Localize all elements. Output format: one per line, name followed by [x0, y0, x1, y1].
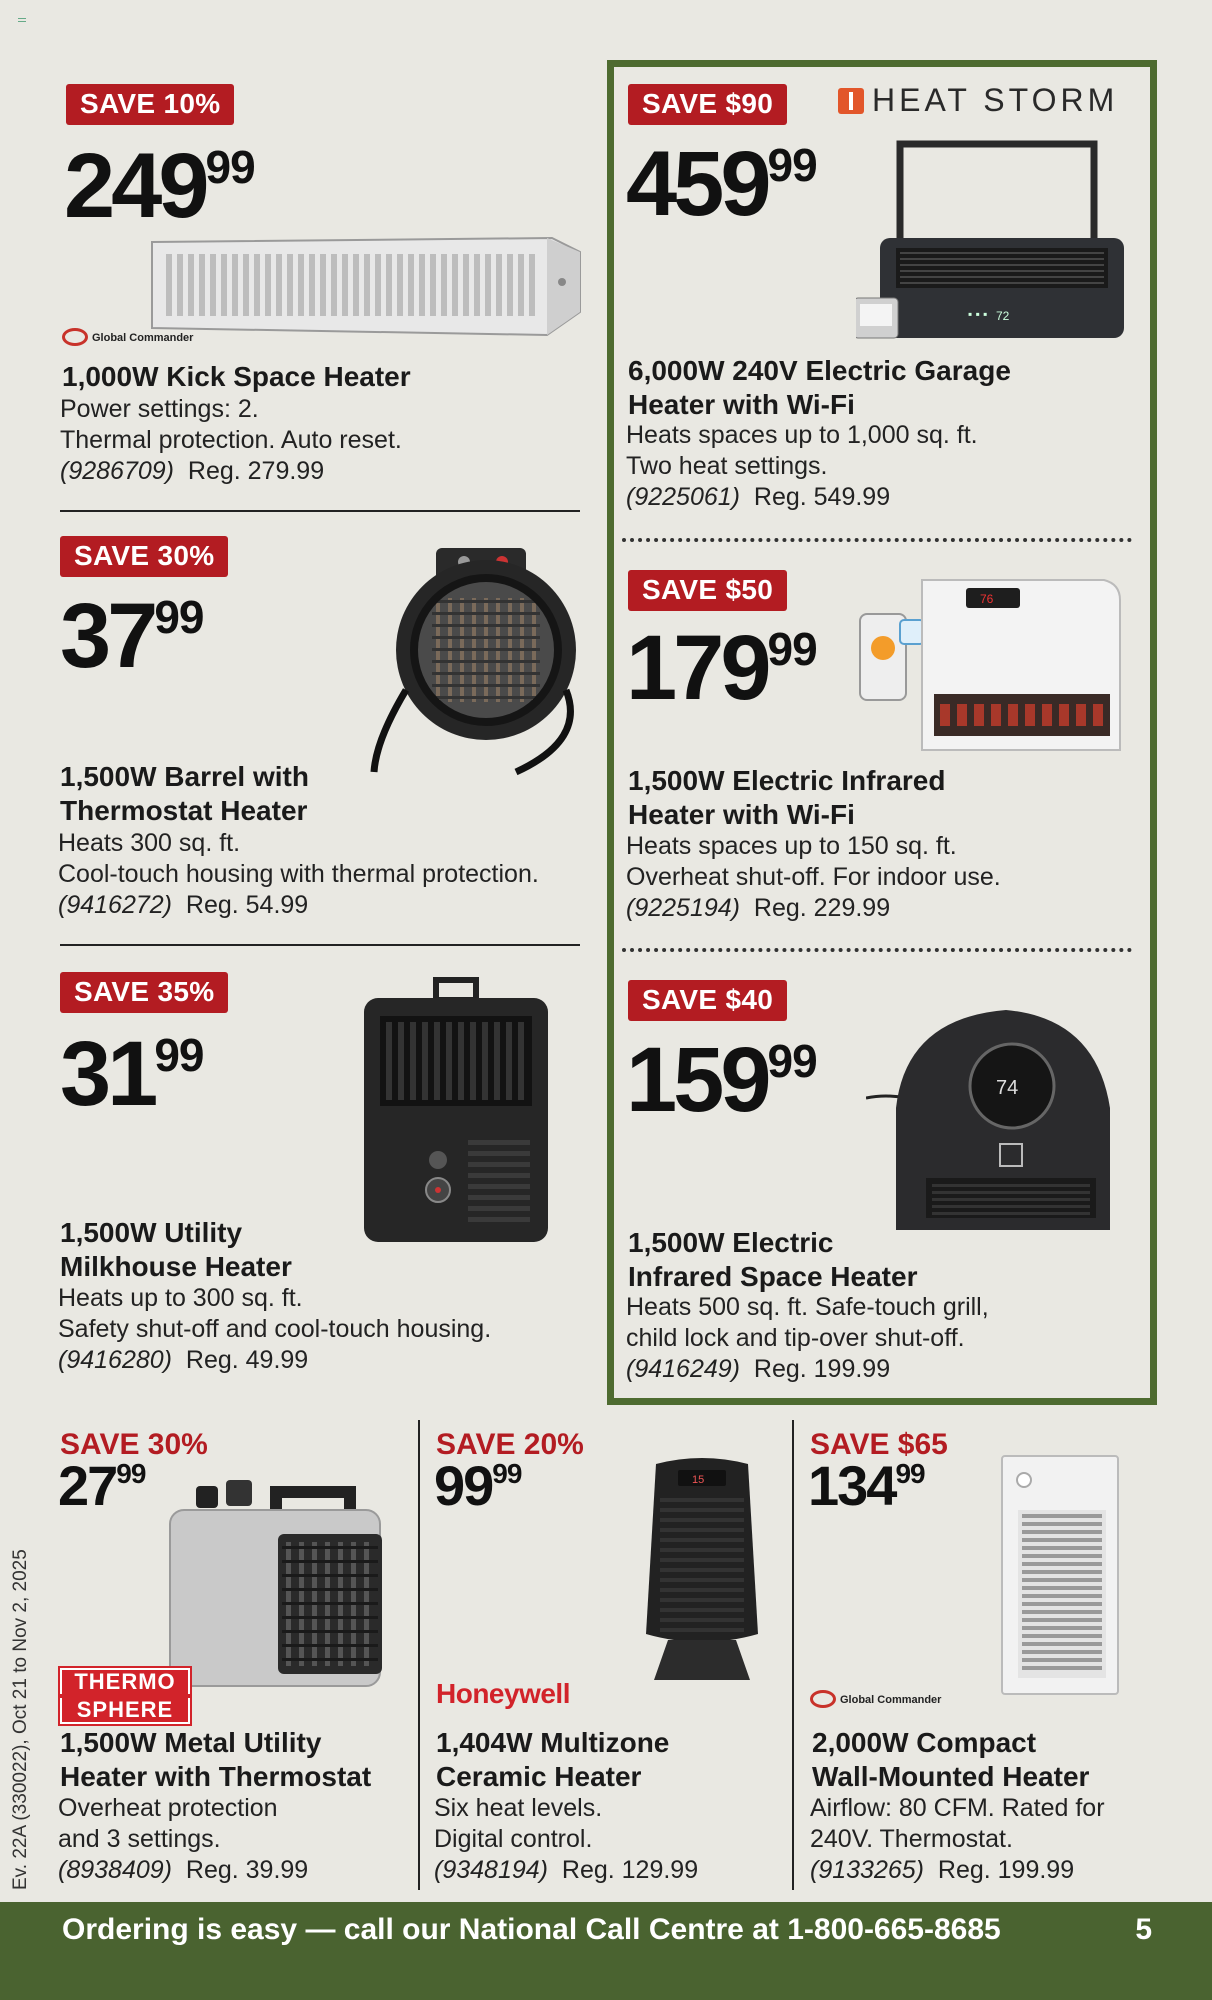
divider	[60, 510, 580, 512]
product-title: 1,500W Barrel with Thermostat Heater	[60, 761, 309, 826]
sku: (9286709)	[60, 457, 174, 485]
price: $249^{99}$	[64, 135, 255, 237]
product-description: Airflow: 80 CFM. Rated for 240V. Thermostat. (9133265) Reg. 199.99	[810, 1794, 1105, 1884]
garage-heater-display: 72	[996, 309, 1010, 323]
sku: (9416272)	[58, 891, 172, 919]
heat-storm-logo: HEAT STORM	[838, 82, 1118, 119]
product-description: Heats spaces up to 150 sq. ft. Overheat shut-off. For indoor use. (9225194) Reg. 229.99	[626, 832, 1001, 922]
reg-price: Reg. 229.99	[753, 894, 891, 922]
sku: (9416249)	[626, 1355, 740, 1383]
product-description: Heats up to 300 sq. ft. Safety shut-off and cool-touch housing. (9416280) Reg. 49.99	[58, 1284, 492, 1374]
dotted-divider	[622, 538, 1132, 542]
product-title: 2,000W Compact Wall-Mounted Heater	[812, 1727, 1090, 1792]
sku: (9225194)	[626, 894, 740, 922]
price: $37^{99}$	[60, 585, 204, 687]
thermosphere-logo: THERMO SPHERE	[60, 1668, 190, 1724]
product-description: Six heat levels. Digital control. (9348194) Reg. 129.99	[434, 1794, 699, 1884]
price: $159^{99}$	[626, 1029, 817, 1131]
honeywell-logo: Honeywell	[436, 1678, 570, 1709]
sku: (9225061)	[626, 483, 740, 511]
space-heater-display: 74	[996, 1077, 1019, 1099]
save-badge: SAVE 35%	[60, 972, 228, 1013]
reg-price: Reg. 199.99	[753, 1355, 891, 1383]
infrared-space-heater-image	[866, 998, 1136, 1238]
swirl-icon	[62, 328, 88, 346]
swirl-icon	[810, 1690, 836, 1708]
save-label: SAVE $65	[810, 1428, 948, 1461]
product-description: Heats spaces up to 1,000 sq. ft. Two heat settings. (9225061) Reg. 549.99	[626, 421, 978, 511]
save-label: SAVE 30%	[60, 1428, 208, 1461]
save-label: SAVE 20%	[436, 1428, 584, 1461]
metal-utility-heater-image	[166, 1474, 398, 1694]
corner-mark	[18, 18, 26, 22]
save-badge: SAVE 10%	[66, 84, 234, 125]
column-divider	[418, 1420, 420, 1890]
heat-storm-logo-icon	[838, 88, 864, 114]
reg-price: Reg. 199.99	[937, 1856, 1075, 1884]
price: $179^{99}$	[626, 617, 817, 719]
sku: (9416280)	[58, 1346, 172, 1374]
product-title: 1,500W Utility Milkhouse Heater	[60, 1217, 292, 1282]
product-description: Overheat protection and 3 settings. (8938409) Reg. 39.99	[58, 1794, 309, 1884]
sku: (9348194)	[434, 1856, 548, 1884]
sku: (8938409)	[58, 1856, 172, 1884]
garage-heater-image	[856, 138, 1136, 348]
svg-text:▪ ▪ ▪: ▪ ▪ ▪	[968, 307, 988, 321]
ceramic-heater-display: 15	[692, 1474, 705, 1486]
price: $134^{99}$	[808, 1454, 925, 1517]
column-divider	[792, 1420, 794, 1890]
product-description: Power settings: 2. Thermal protection. Auto reset. (9286709) Reg. 279.99	[60, 395, 402, 485]
infrared-heater-display: 76	[980, 592, 994, 606]
product-title: 1,500W Electric Infrared Heater with Wi-Fi	[628, 765, 946, 830]
reg-price: Reg. 279.99	[187, 457, 325, 485]
product-title: 1,500W Electric Infrared Space Heater	[628, 1227, 918, 1292]
kick-space-heater-image	[142, 230, 582, 350]
product-title: 1,000W Kick Space Heater	[62, 361, 411, 392]
global-commander-logo: Global Commander	[62, 328, 193, 346]
product-title: 1,404W Multizone Ceramic Heater	[436, 1727, 670, 1792]
product-title: 1,500W Metal Utility Heater with Thermostat	[60, 1727, 372, 1792]
page-number: 5	[1135, 1913, 1152, 1946]
milkhouse-heater-image	[358, 972, 554, 1248]
price: $99^{99}$	[434, 1454, 522, 1517]
wall-mounted-heater-image	[998, 1450, 1124, 1700]
reg-price: Reg. 549.99	[753, 483, 891, 511]
reg-price: Reg. 129.99	[561, 1856, 699, 1884]
reg-price: Reg. 49.99	[185, 1346, 309, 1374]
product-description: Heats 500 sq. ft. Safe-touch grill, child lock and tip-over shut-off. (9416249) Reg. 199.99	[626, 1293, 989, 1383]
product-title: 6,000W 240V Electric Garage Heater with Wi-Fi	[628, 355, 1011, 420]
price: $27^{99}$	[58, 1454, 146, 1517]
infrared-wifi-heater-image	[856, 570, 1126, 754]
divider	[60, 944, 580, 946]
ceramic-heater-image	[634, 1454, 770, 1694]
product-description: Heats 300 sq. ft. Cool-touch housing with thermal protection. (9416272) Reg. 54.99	[58, 829, 539, 919]
dotted-divider	[622, 948, 1132, 952]
event-date-text: Ev. 22A (330022), Oct 21 to Nov 2, 2025	[10, 1549, 31, 1890]
barrel-heater-image	[366, 540, 596, 780]
save-badge: SAVE 30%	[60, 536, 228, 577]
price: $31^{99}$	[60, 1023, 204, 1125]
save-badge: SAVE $50	[628, 570, 787, 611]
call-centre-text: Ordering is easy — call our National Call Centre at 1-800-665-8685	[62, 1913, 1001, 1946]
reg-price: Reg. 39.99	[185, 1856, 309, 1884]
reg-price: Reg. 54.99	[185, 891, 309, 919]
save-badge: SAVE $40	[628, 980, 787, 1021]
price: $459^{99}$	[626, 133, 817, 235]
sku: (9133265)	[810, 1856, 924, 1884]
global-commander-logo: Global Commander	[810, 1690, 941, 1708]
save-badge: SAVE $90	[628, 84, 787, 125]
